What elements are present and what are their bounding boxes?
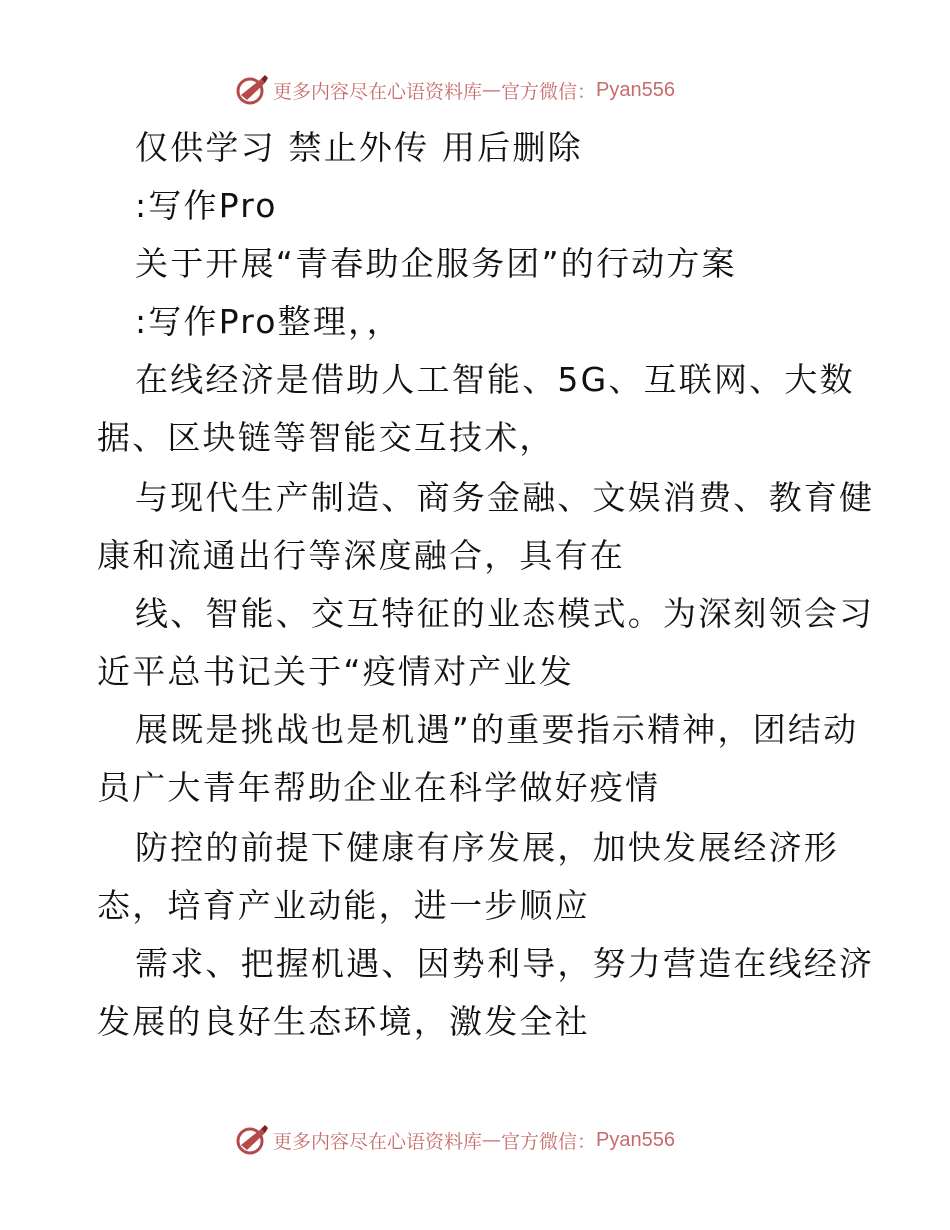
text-line: 展既是挑战也是机遇”的重要指示精神，团结动 xyxy=(135,710,859,749)
text-line: 仅供学习 禁止外传 用后删除 xyxy=(135,128,583,167)
watermark-label: 官方微信： xyxy=(501,80,597,103)
watermark-separator: — xyxy=(482,1129,502,1151)
watermark-separator: — xyxy=(482,79,502,101)
watermark-banner-top xyxy=(235,72,735,108)
pen-logo-icon xyxy=(235,73,269,107)
watermark-id: Pyan556 xyxy=(596,1128,675,1151)
text-line: 与现代生产制造、商务金融、文娱消费、教育健 xyxy=(135,478,875,517)
text-line: 需求、把握机遇、因势利导，努力营造在线经济 xyxy=(135,944,875,983)
watermark-text: 更多内容尽在心语资料库 xyxy=(273,1130,483,1153)
text-line: 发展的良好生态环境，激发全社 xyxy=(97,1002,590,1041)
text-line: 据、区块链等智能交互技术， xyxy=(97,418,555,457)
text-line: 态，培育产业动能，进一步顺应 xyxy=(97,886,590,925)
text-line: 关于开展“青春助企服务团”的行动方案 xyxy=(135,244,737,283)
text-line: 防控的前提下健康有序发展，加快发展经济形 xyxy=(135,828,839,867)
pen-logo-icon xyxy=(235,1123,269,1157)
watermark-label: 官方微信： xyxy=(501,1130,597,1153)
watermark-text: 更多内容尽在心语资料库 xyxy=(273,80,483,103)
text-line: :写作Pro xyxy=(135,186,278,225)
text-line: 近平总书记关于“疫情对产业发 xyxy=(97,652,574,691)
text-line: 康和流通出行等深度融合，具有在 xyxy=(97,536,625,575)
text-line: :写作Pro整理，， xyxy=(135,302,402,341)
text-line: 线、智能、交互特征的业态模式。为深刻领会习 xyxy=(135,594,875,633)
watermark-banner-bottom xyxy=(235,1122,735,1158)
watermark-id: Pyan556 xyxy=(596,78,675,101)
text-line: 员广大青年帮助企业在科学做好疫情 xyxy=(97,768,661,807)
text-line: 在线经济是借助人工智能、5G、互联网、大数 xyxy=(135,360,855,399)
